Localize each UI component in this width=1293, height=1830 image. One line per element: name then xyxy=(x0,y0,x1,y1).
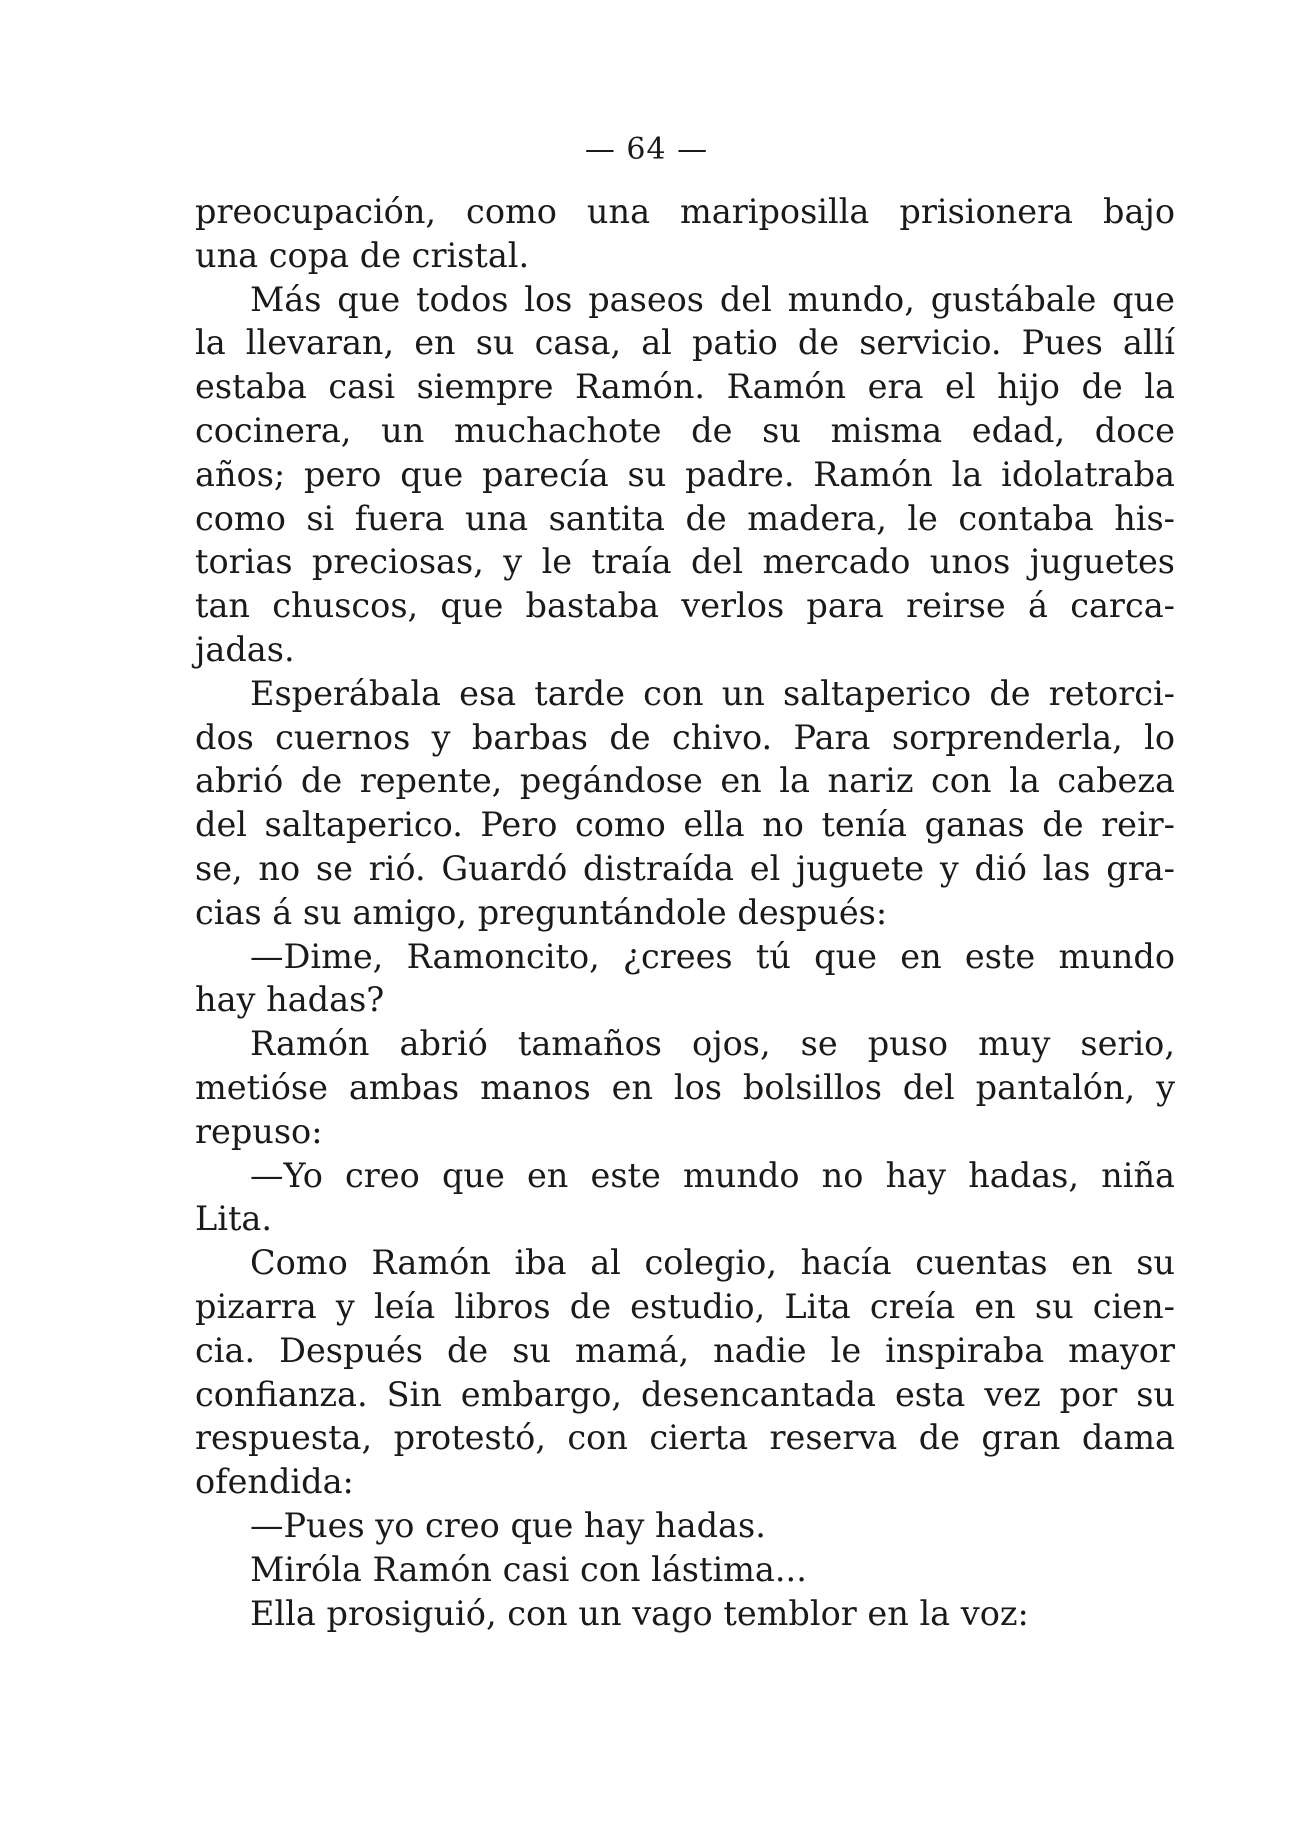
text-line: ofendida: xyxy=(195,1462,354,1502)
text-line: como si fuera una santita de madera, le contaba his- xyxy=(195,498,1175,538)
text-line: Como Ramón iba al colegio, hacía cuentas en su xyxy=(250,1243,1175,1283)
text-line: —Yo creo que en este mundo no hay hadas, niña xyxy=(250,1155,1175,1195)
text-line: preocupación, como una mariposilla prisionera bajo xyxy=(195,192,1175,231)
text-line: cias á su amigo, preguntándole después: xyxy=(195,892,888,932)
page-number: — 64 — xyxy=(584,132,709,167)
text-line: —Dime, Ramoncito, ¿crees tú que en este mundo xyxy=(250,936,1175,976)
text-line: cia. Después de su mamá, nadie le inspiraba mayor xyxy=(195,1330,1175,1370)
text-line: la llevaran, en su casa, al patio de servicio. Pues allí xyxy=(195,323,1175,363)
text-line: cocinera, un muchachote de su misma edad, doce xyxy=(195,410,1175,450)
text-line: confianza. Sin embargo, desencantada esta vez por su xyxy=(195,1374,1175,1414)
text-line: jadas. xyxy=(195,629,295,669)
text-line: —Pues yo creo que hay hadas. xyxy=(250,1505,766,1545)
text-line: estaba casi siempre Ramón. Ramón era el hijo de la xyxy=(195,367,1175,407)
text-line: Ella prosiguió, con un vago temblor en la voz: xyxy=(250,1593,1029,1633)
text-line: Ramón abrió tamaños ojos, se puso muy serio, xyxy=(250,1024,1175,1064)
text-line: Miróla Ramón casi con lástima... xyxy=(250,1549,807,1589)
text-line: repuso: xyxy=(195,1111,323,1151)
page-text xyxy=(195,190,1175,1635)
text-line: metióse ambas manos en los bolsillos del pantalón, y xyxy=(195,1067,1175,1107)
text-line: hay hadas? xyxy=(195,980,385,1020)
text-line: una copa de cristal. xyxy=(195,235,530,275)
text-line: se, no se rió. Guardó distraída el juguete y dió las gra- xyxy=(195,848,1175,888)
text-line: abrió de repente, pegándose en la nariz con la cabeza xyxy=(195,761,1175,801)
text-line: dos cuernos y barbas de chivo. Para sorprenderla, lo xyxy=(195,717,1175,757)
text-line: tan chuscos, que bastaba verlos para reirse á carca- xyxy=(195,586,1175,626)
text-line: pizarra y leía libros de estudio, Lita creía en su cien- xyxy=(195,1286,1175,1326)
text-line: Lita. xyxy=(195,1199,273,1239)
text-line: del saltaperico. Pero como ella no tenía ganas de reir- xyxy=(195,805,1175,845)
text-line: Esperábala esa tarde con un saltaperico de retorci- xyxy=(250,673,1175,713)
text-line: torias preciosas, y le traía del mercado unos juguetes xyxy=(195,542,1175,582)
text-line: Más que todos los paseos del mundo, gustábale que xyxy=(250,279,1175,319)
text-line: años; pero que parecía su padre. Ramón la idolatraba xyxy=(195,454,1175,494)
text-line: respuesta, protestó, con cierta reserva de gran dama xyxy=(195,1418,1175,1458)
